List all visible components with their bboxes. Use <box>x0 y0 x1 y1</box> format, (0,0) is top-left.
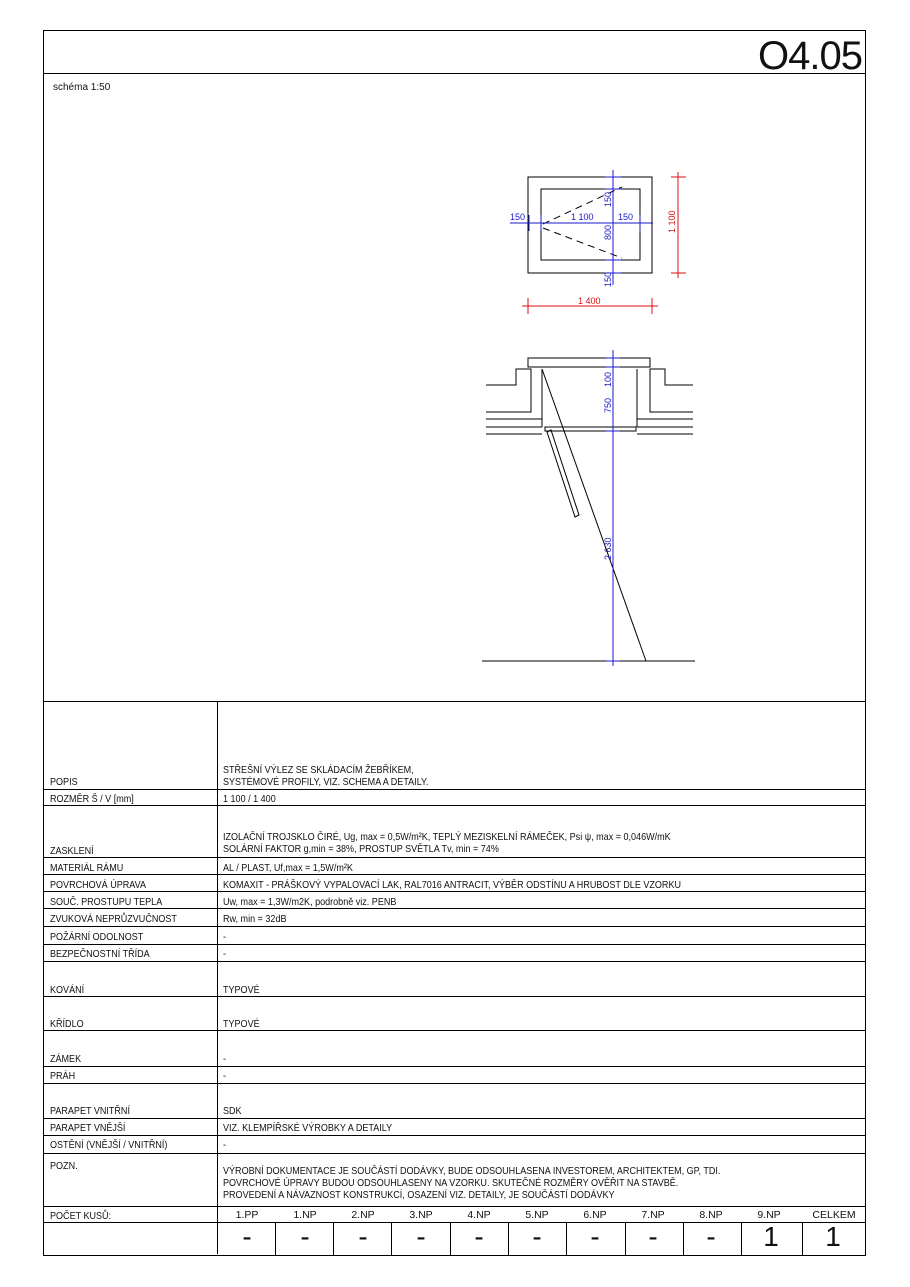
count-floor-6np: 6.NP <box>583 1209 607 1221</box>
row-value-pozarni: - <box>223 931 227 943</box>
dim-overall-height: 1 100 <box>667 210 677 233</box>
row-value-bezpecnostni: - <box>223 948 227 960</box>
sheet-code: O4.05 <box>758 34 862 78</box>
count-value-4np: - <box>474 1221 484 1252</box>
count-value-1pp: - <box>242 1221 252 1252</box>
row-label-kovani: KOVÁNÍ <box>50 984 85 996</box>
count-floor-3np: 3.NP <box>409 1209 433 1221</box>
row-label-parapet-vnitrni: PARAPET VNITŘNÍ <box>50 1105 130 1117</box>
dim-plan-right: 150 <box>618 212 634 222</box>
count-floor-1np: 1.NP <box>293 1209 317 1221</box>
row-label-zamek: ZÁMEK <box>50 1053 82 1065</box>
count-floor-9np: 9.NP <box>757 1209 781 1221</box>
row-value-popis: STŘEŠNÍ VÝLEZ SE SKLÁDACÍM ŽEBŘÍKEM, SYSTÉMOVÉ PROFILY, VIZ. SCHEMA A DETAILY. <box>223 764 429 788</box>
row-value-soucinitel: Uw, max = 1,3W/m2K, podrobně viz. PENB <box>223 896 397 908</box>
section-lid <box>528 358 650 367</box>
scale-note: schéma 1:50 <box>53 82 111 93</box>
dim-plan-left: 150 <box>510 212 526 222</box>
row-label-rozmer: ROZMĚR Š / V [mm] <box>50 793 134 805</box>
row-label-pozarni: POŽÁRNÍ ODOLNOST <box>50 931 144 943</box>
row-value-rozmer: 1 100 / 1 400 <box>223 793 276 805</box>
count-floor-2np: 2.NP <box>351 1209 375 1221</box>
count-floor-1pp: 1.PP <box>235 1209 259 1221</box>
section-right-curb <box>650 369 693 412</box>
count-label: POČET KUSŮ: <box>50 1210 112 1222</box>
row-value-zaskleni: IZOLAČNÍ TROJSKLO ČIRÉ, Ug, max = 0,5W/m²K, TEPLÝ MEZISKELNÍ RÁMEČEK, Psi ψ, max = 0,046W/mK SOLÁRNÍ FAKTOR g,min = 38%, PROSTUP SVĚTLA Tv, min = 74% <box>223 831 671 855</box>
section-ladder-line <box>542 369 646 661</box>
count-floor-4np: 4.NP <box>467 1209 491 1221</box>
table-column-divider <box>217 702 218 1254</box>
dim-plan-inner-height: 800 <box>603 224 613 240</box>
row-label-zvukova: ZVUKOVÁ NEPRŮZVUČNOST <box>50 913 177 925</box>
section-ceiling-panel <box>545 427 636 431</box>
row-label-bezpecnostni: BEZPEČNOSTNÍ TŘÍDA <box>50 948 150 960</box>
row-value-kridlo: TYPOVÉ <box>223 1018 260 1030</box>
row-label-zaskleni: ZASKLENÍ <box>50 845 94 857</box>
count-value-5np: - <box>532 1221 542 1252</box>
row-label-material: MATERIÁL RÁMU <box>50 862 124 874</box>
dim-overall-width: 1 400 <box>578 296 601 306</box>
row-label-povrch: POVRCHOVÁ ÚPRAVA <box>50 879 147 891</box>
row-value-material: AL / PLAST, Uf,max = 1,5W/m²K <box>223 862 353 874</box>
row-value-parapet-vnitrni: SDK <box>223 1105 242 1117</box>
row-value-zamek: - <box>223 1053 227 1065</box>
row-value-kovani: TYPOVÉ <box>223 984 260 996</box>
dim-section-middle: 750 <box>603 397 613 413</box>
dim-section-total: 2 630 <box>603 537 613 560</box>
count-value-1np: - <box>300 1221 310 1252</box>
row-label-parapet-vnejsi: PARAPET VNĚJŠÍ <box>50 1122 126 1134</box>
count-total-header: CELKEM <box>812 1209 856 1221</box>
dim-plan-top: 150 <box>603 191 613 207</box>
row-label-soucinitel: SOUČ. PROSTUPU TEPLA <box>50 896 163 908</box>
dim-section-top: 100 <box>603 371 613 387</box>
row-value-prah: - <box>223 1070 227 1082</box>
row-value-osteni: - <box>223 1139 227 1151</box>
row-value-zvukova: Rw, min = 32dB <box>223 913 287 925</box>
plan-inner-frame <box>541 189 640 260</box>
row-value-povrch: KOMAXIT - PRÁŠKOVÝ VYPALOVACÍ LAK, RAL7016 ANTRACIT, VÝBĚR ODSTÍNU A HRUBOST DLE VZORKU <box>223 879 681 891</box>
count-value-2np: - <box>358 1221 368 1252</box>
row-value-parapet-vnejsi: VIZ. KLEMPÍŘSKÉ VÝROBKY A DETAILY <box>223 1122 393 1134</box>
plan-outer-frame <box>528 177 652 273</box>
count-floor-5np: 5.NP <box>525 1209 549 1221</box>
dim-plan-bottom: 150 <box>603 271 613 287</box>
section-ladder-leaf <box>547 430 579 517</box>
table-top-border <box>43 701 866 702</box>
section-left-curb <box>486 369 531 412</box>
row-label-kridlo: KŘÍDLO <box>50 1018 84 1030</box>
count-floor-7np: 7.NP <box>641 1209 665 1221</box>
count-value-3np: - <box>416 1221 426 1252</box>
row-label-osteni: OSTĚNÍ (VNĚJŠÍ / VNITŘNÍ) <box>50 1139 168 1151</box>
count-value-7np: - <box>648 1221 658 1252</box>
row-label-pozn: POZN. <box>50 1160 78 1172</box>
dim-plan-inner-width: 1 100 <box>571 212 594 222</box>
count-value-8np: - <box>706 1221 716 1252</box>
row-value-pozn: VÝROBNÍ DOKUMENTACE JE SOUČÁSTÍ DODÁVKY, BUDE ODSOUHLASENA INVESTOREM, ARCHITEKTEM, GP, TDI. POVRCHOVÉ ÚPRAVY BUDOU ODSOUHLASENY NA VZORKU. SKUTEČNÉ ROZMĚRY OVĚŘIT NA STAVBĚ. PROVEDENÍ A NÁVAZNOST KONSTRUKCÍ, OSAZENÍ VIZ. DETAILY, JE SOUČÁSTÍ DODÁVKY <box>223 1165 721 1201</box>
count-value-total: 1 <box>825 1221 841 1252</box>
count-value-9np: 1 <box>763 1221 779 1252</box>
count-value-6np: - <box>590 1221 600 1252</box>
row-label-prah: PRÁH <box>50 1070 76 1082</box>
row-label-popis: POPIS <box>50 776 78 788</box>
count-floor-8np: 8.NP <box>699 1209 723 1221</box>
